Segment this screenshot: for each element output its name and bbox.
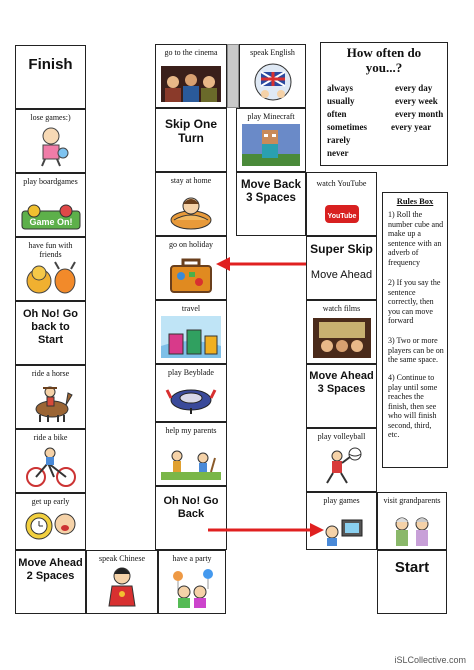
square-label: have a party	[172, 554, 212, 563]
volleyball-player-icon	[317, 446, 367, 486]
square-play-games	[306, 492, 377, 550]
suitcase-icon	[169, 258, 213, 294]
arrow-left	[216, 257, 306, 271]
square-label: Oh No! Go back to Start	[23, 308, 78, 346]
square-skip-one-turn	[155, 108, 227, 172]
square-speak-english	[239, 44, 306, 108]
square-stay-at-home	[155, 172, 227, 236]
square-label: travel	[181, 304, 201, 313]
square-ride-horse	[15, 365, 86, 429]
youtube-logo-icon	[325, 205, 359, 223]
finish-square	[15, 45, 86, 109]
square-move-ahead-3	[306, 364, 377, 428]
square-label: Move Ahead 3 Spaces	[309, 370, 374, 395]
square-speak-chinese	[86, 550, 158, 614]
cinema-audience-icon	[161, 66, 221, 102]
party-kids-icon	[164, 568, 220, 608]
square-label: visit grandparents	[383, 496, 441, 505]
beyblade-top-icon	[165, 378, 217, 416]
square-play-beyblade	[155, 364, 227, 422]
square-label: play boardgames	[23, 177, 78, 186]
alarm-clock-icon	[23, 506, 79, 544]
square-label: stay at home	[170, 176, 212, 185]
square-visit-grandparents	[377, 492, 447, 550]
english-speech-icon	[249, 62, 297, 102]
square-play-volleyball	[306, 428, 377, 492]
frequency-word: always	[327, 83, 354, 93]
start-square	[377, 550, 447, 614]
frequency-phrase: every month	[395, 109, 444, 119]
child-playing-icon	[31, 125, 71, 167]
square-label: play Beyblade	[168, 368, 214, 377]
square-label: go on holiday	[169, 240, 213, 249]
youtube-text: YouTube	[327, 213, 356, 220]
bicycle-icon	[24, 447, 78, 487]
square-ride-bike	[15, 429, 86, 493]
gardening-family-icon	[161, 446, 221, 480]
square-move-back-3	[236, 172, 306, 236]
home-blanket-icon	[168, 192, 214, 230]
square-move-ahead-2	[15, 550, 86, 614]
rules-title: Rules Box	[396, 196, 434, 206]
square-sublabel: Move Ahead	[310, 269, 373, 281]
how-often-title: How often do you...?	[346, 45, 422, 75]
rules-box	[382, 192, 448, 468]
square-watch-youtube	[306, 172, 377, 236]
square-label: Move Ahead 2 Spaces	[18, 557, 83, 582]
square-label: go to the cinema	[164, 48, 218, 57]
square-label: Oh No! Go Back	[163, 495, 219, 520]
square-have-party	[158, 550, 226, 614]
video-game-icon	[320, 516, 364, 546]
square-label: Super Skip	[310, 242, 373, 256]
square-label: speak English	[250, 48, 295, 57]
frequency-word: usually	[327, 96, 355, 106]
square-label: watch YouTube	[316, 179, 367, 188]
square-label: ride a bike	[33, 433, 68, 442]
horse-rider-icon	[28, 383, 74, 423]
frequency-word: often	[327, 109, 347, 119]
board-game-icon	[20, 199, 82, 231]
square-label: lose games:)	[30, 113, 71, 122]
square-watch-films	[306, 300, 377, 364]
film-watching-icon	[313, 318, 371, 358]
square-play-boardgames	[15, 173, 86, 237]
square-play-minecraft	[236, 108, 306, 172]
footer-watermark: iSLCollective.com	[394, 655, 466, 665]
square-label: ride a horse	[31, 369, 70, 378]
square-lose-games	[15, 109, 86, 173]
square-get-up-early	[15, 493, 86, 550]
square-label: get up early	[31, 497, 70, 506]
frequency-phrase: every week	[395, 96, 438, 106]
minecraft-character-icon	[242, 124, 300, 166]
rule-item: 3) Two or more players can be on the same space.	[388, 336, 444, 364]
square-label: watch films	[322, 304, 361, 313]
gray-divider-block	[227, 44, 239, 108]
square-super-skip	[306, 236, 377, 300]
square-travel	[155, 300, 227, 364]
frequency-phrase: every year	[391, 122, 432, 132]
square-label: speak Chinese	[99, 554, 145, 563]
start-label: Start	[394, 559, 430, 576]
how-often-box	[320, 42, 448, 166]
rule-item: 1) Roll the number cube and make up a sentence with an adverb of frequency	[388, 210, 444, 267]
square-label: Move Back 3 Spaces	[240, 179, 302, 204]
square-help-parents	[155, 422, 227, 486]
square-go-on-holiday	[155, 236, 227, 300]
friends-cartoon-icon	[21, 259, 81, 295]
square-label: help my parents	[165, 426, 217, 435]
square-label: have fun with friends	[28, 241, 73, 259]
square-go-back-start	[15, 301, 86, 365]
square-have-fun	[15, 237, 86, 301]
chinese-girl-icon	[105, 564, 139, 608]
square-label: Skip One Turn	[164, 117, 217, 145]
square-label: play Minecraft	[247, 112, 295, 121]
finish-label: Finish	[28, 56, 73, 73]
rule-item: 4) Continue to play until some reaches the finish, then see who will finish second, third, etc.	[388, 373, 438, 439]
frequency-word: rarely	[327, 135, 351, 145]
frequency-word: never	[327, 148, 349, 158]
frequency-word: sometimes	[327, 122, 367, 132]
square-label: play games	[323, 496, 360, 505]
grandparents-icon	[388, 516, 436, 546]
square-go-back-oh-no	[155, 486, 227, 550]
rule-item: 2) If you say the sentence correctly, then you can move forward	[388, 278, 441, 325]
frequency-phrase: every day	[395, 83, 433, 93]
square-label: play volleyball	[317, 432, 366, 441]
travel-luggage-icon	[161, 316, 221, 358]
square-go-to-cinema	[155, 44, 227, 108]
game-on-text: Game On!	[28, 217, 73, 227]
